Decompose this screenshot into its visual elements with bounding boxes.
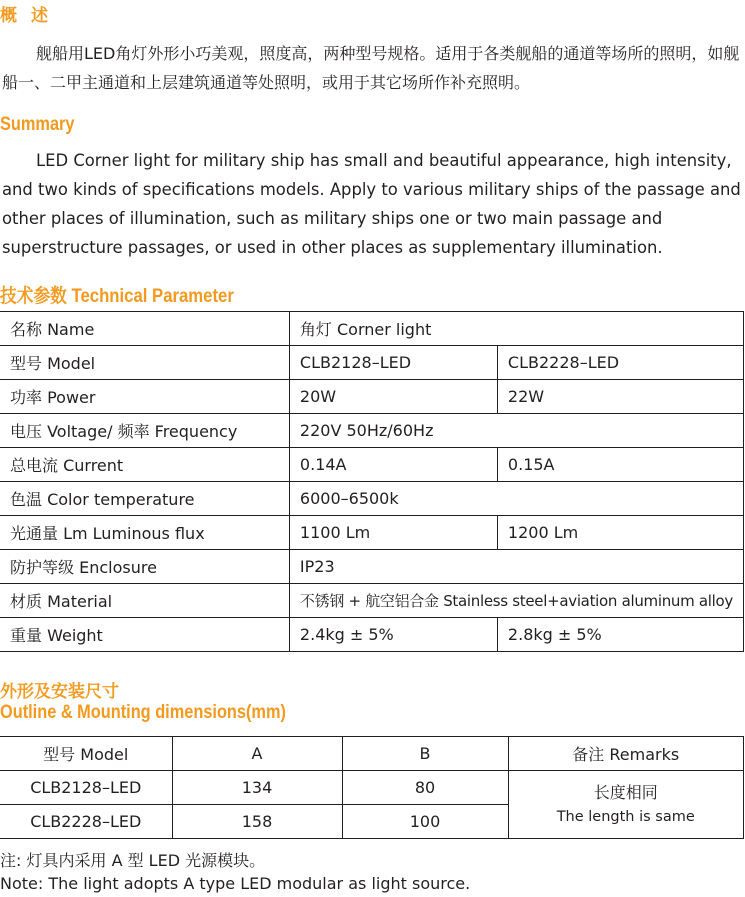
param-value: 2.8kg ± 5% <box>497 618 743 652</box>
param-value: 角灯 Corner light <box>289 312 743 346</box>
param-value: 不锈钢 + 航空铝合金 Stainless steel+aviation aluminum alloy <box>289 584 743 618</box>
dimension-a-cell: 134 <box>172 771 342 805</box>
column-header: A <box>172 737 342 771</box>
table-row <box>0 346 744 380</box>
column-header: 型号 Model <box>0 737 172 771</box>
table-row <box>0 584 744 618</box>
param-value: 22W <box>497 380 743 414</box>
param-label: 光通量 Lm Luminous flux <box>0 516 289 550</box>
param-label: 型号 Model <box>0 346 289 380</box>
table-header-row <box>0 737 744 771</box>
note-cn: 注: 灯具内采用 A 型 LED 光源模块。 <box>0 851 266 870</box>
model-cell: CLB2128–LED <box>0 771 172 805</box>
dimension-b-cell: 100 <box>342 805 508 839</box>
table-row <box>0 482 744 516</box>
column-header: 备注 Remarks <box>508 737 744 771</box>
technical-parameter-heading: 技术参数 Technical Parameter <box>0 286 234 307</box>
param-label: 材质 Material <box>0 584 289 618</box>
param-value: 0.14A <box>289 448 497 482</box>
outline-heading-en: Outline & Mounting dimensions(mm) <box>0 702 286 723</box>
table-row <box>0 618 744 652</box>
param-value: 0.15A <box>497 448 743 482</box>
table-row <box>0 448 744 482</box>
remark-en: The length is same <box>556 808 695 825</box>
remark-cn: 长度相同 <box>593 782 658 802</box>
table-row <box>0 550 744 584</box>
outline-heading-cn: 外形及安装尺寸 <box>0 682 119 701</box>
overview-heading: 概述 <box>0 6 62 25</box>
table-row <box>0 414 744 448</box>
param-value: 2.4kg ± 5% <box>289 618 497 652</box>
param-value: 6000–6500k <box>289 482 743 516</box>
param-label: 名称 Name <box>0 312 289 346</box>
param-value: IP23 <box>289 550 743 584</box>
model-cell: CLB2228–LED <box>0 805 172 839</box>
param-value: 20W <box>289 380 497 414</box>
summary-paragraph: LED Corner light for military ship has small and beautiful appearance, high intensity, and two kinds of specifications models. Apply to various military ships of the passage and other places of illumination, such as military ships one or two main passage and superstructure passages, or used in other places as supplementary illumination. <box>2 151 741 257</box>
param-value: 1200 Lm <box>497 516 743 550</box>
column-header: B <box>342 737 508 771</box>
dimension-a-cell: 158 <box>172 805 342 839</box>
summary-heading: Summary <box>0 114 75 135</box>
dimensions-table <box>0 736 744 839</box>
param-value: CLB2128–LED <box>289 346 497 380</box>
param-label: 功率 Power <box>0 380 289 414</box>
dimension-b-cell: 80 <box>342 771 508 805</box>
table-row <box>0 516 744 550</box>
table-row <box>0 771 744 805</box>
remarks-cell <box>508 771 744 839</box>
note-en: Note: The light adopts A type LED modular as light source. <box>0 874 471 893</box>
param-label: 色温 Color temperature <box>0 482 289 516</box>
param-label: 总电流 Current <box>0 448 289 482</box>
param-label: 电压 Voltage/ 频率 Frequency <box>0 414 289 448</box>
param-label: 防护等级 Enclosure <box>0 550 289 584</box>
param-value: CLB2228–LED <box>497 346 743 380</box>
table-row <box>0 312 744 346</box>
table-row <box>0 380 744 414</box>
param-value: 220V 50Hz/60Hz <box>289 414 743 448</box>
param-label: 重量 Weight <box>0 618 289 652</box>
param-value: 1100 Lm <box>289 516 497 550</box>
technical-parameter-table <box>0 311 744 652</box>
overview-paragraph: 舰船用LED角灯外形小巧美观，照度高，两种型号规格。适用于各类舰船的通道等场所的照明，如舰船一、二甲主通道和上层建筑通道等处照明，或用于其它场所作补充照明。 <box>2 44 740 92</box>
